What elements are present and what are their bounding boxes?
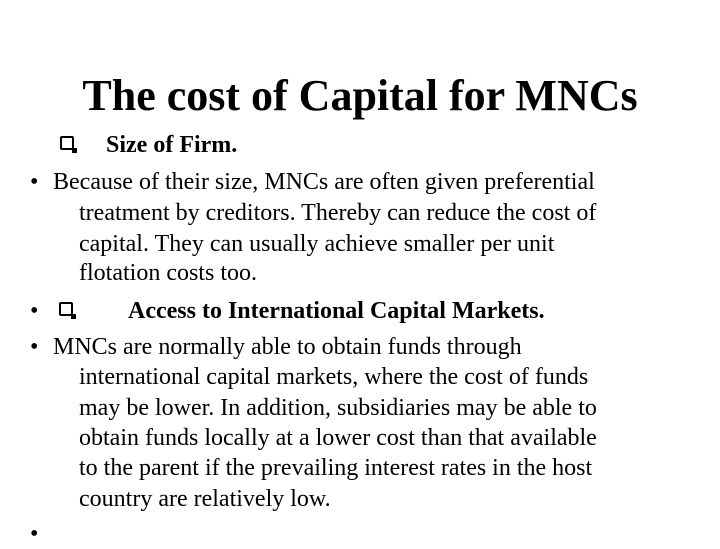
paragraph-line: may be lower. In addition, subsidiaries may be able to <box>79 395 597 421</box>
section-heading-access-capital-markets: Access to International Capital Markets. <box>128 298 545 324</box>
square-q-bullet-icon <box>59 302 73 316</box>
paragraph-line: to the parent if the prevailing interest rates in the host <box>79 455 593 481</box>
paragraph-line: Because of their size, MNCs are often given preferential <box>53 169 595 195</box>
paragraph-line: obtain funds locally at a lower cost than that available <box>79 425 597 451</box>
slide-title: The cost of Capital for MNCs <box>82 71 638 120</box>
paragraph-line: treatment by creditors. Thereby can reduce the cost of <box>79 200 597 226</box>
paragraph-line: capital. They can usually achieve smaller per unit <box>79 231 555 257</box>
paragraph-line: country are relatively low. <box>79 486 331 512</box>
paragraph-line: international capital markets, where the cost of funds <box>79 364 589 390</box>
paragraph-line: MNCs are normally able to obtain funds through <box>53 334 522 360</box>
bullet-marker: • <box>30 521 39 547</box>
bullet-marker: • <box>30 334 39 360</box>
section-heading-size-of-firm: Size of Firm. <box>106 132 238 158</box>
paragraph-line: flotation costs too. <box>79 260 257 286</box>
bullet-marker: • <box>30 298 39 324</box>
square-q-bullet-icon <box>60 136 74 150</box>
bullet-marker: • <box>30 169 39 195</box>
